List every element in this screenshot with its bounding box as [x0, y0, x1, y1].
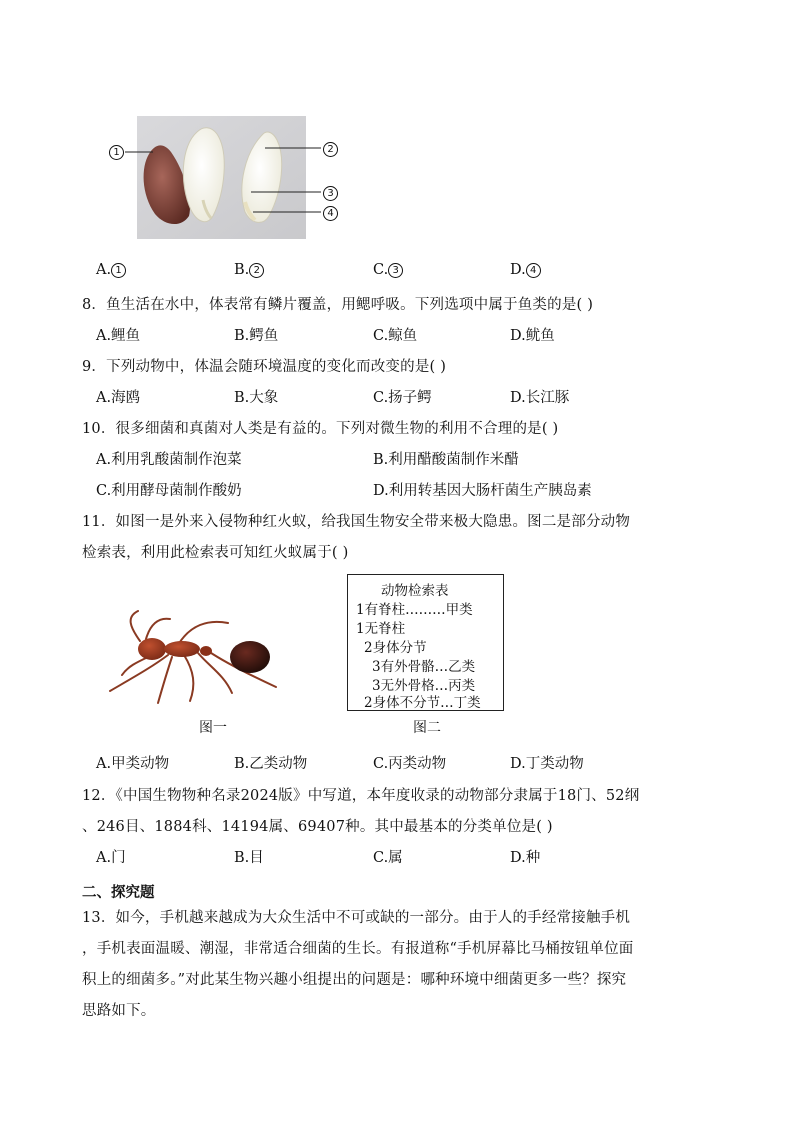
option-letter: B.: [234, 262, 250, 278]
q12-option-b: B.目: [234, 850, 264, 866]
q11-option-d: D.丁类动物: [510, 756, 584, 772]
label-4: 4: [323, 206, 338, 221]
q8-option-a: A.鲤鱼: [96, 328, 141, 344]
seed-figure: [105, 112, 345, 242]
animal-key-table: [347, 574, 504, 711]
option-letter: C.: [373, 262, 389, 278]
q11-stem-line2: 检索表，利用此检索表可知红火蚁属于( ): [82, 545, 349, 561]
fire-ant-image: [100, 605, 290, 710]
key-line-5: 3无外骨格…丙类: [372, 678, 476, 694]
q11-stem-line1: 11．如图一是外来入侵物种红火蚁，给我国生物安全带来极大隐患。图二是部分动物: [82, 514, 631, 530]
option-letter: D.: [510, 262, 526, 278]
q8-option-d: D.鱿鱼: [510, 328, 555, 344]
q13-line-3: 积上的细菌多。”对此某生物兴趣小组提出的问题是：哪种环境中细菌更多一些？探究: [82, 972, 627, 988]
option-letter: A.: [96, 262, 112, 278]
label-1: 1: [109, 145, 124, 160]
q12-option-c: C.属: [373, 850, 403, 866]
q13-line-1: 13．如今，手机越来越成为大众生活中不可或缺的一部分。由于人的手经常接触手机: [82, 910, 631, 926]
q7-option-b: [234, 262, 264, 278]
figure1-caption: 图一: [199, 720, 227, 736]
q13-line-4: 思路如下。: [82, 1003, 156, 1019]
q12-stem-line1: 12．《中国生物物种名录2024版》中写道，本年度收录的动物部分隶属于18门、52纲: [82, 788, 640, 804]
q8-stem: 8．鱼生活在水中，体表常有鳞片覆盖，用鳃呼吸。下列选项中属于鱼类的是( ): [82, 297, 594, 313]
key-line-6: 2身体不分节…丁类: [364, 695, 481, 711]
q10-option-d: D.利用转基因大肠杆菌生产胰岛素: [373, 483, 592, 499]
key-line-4: 3有外骨骼…乙类: [372, 659, 476, 675]
option-circled-number: 3: [388, 263, 403, 278]
q12-option-d: D.种: [510, 850, 541, 866]
key-line-1: 1有脊柱………甲类: [356, 602, 473, 618]
q9-option-d: D.长江豚: [510, 390, 570, 406]
label-2: 2: [323, 142, 338, 157]
q9-option-a: A.海鸥: [96, 390, 141, 406]
q11-option-b: B.乙类动物: [234, 756, 308, 772]
q8-option-c: C.鲸鱼: [373, 328, 418, 344]
peanut-seed-image: [105, 112, 345, 242]
q11-option-a: A.甲类动物: [96, 756, 170, 772]
option-circled-number: 2: [249, 263, 264, 278]
section-title-inquiry: 二、探究题: [82, 885, 155, 901]
q13-line-2: ，手机表面温暖、潮湿，非常适合细菌的生长。有报道称“手机屏幕比马桶按钮单位面: [82, 941, 634, 957]
q9-stem: 9．下列动物中，体温会随环境温度的变化而改变的是( ): [82, 359, 447, 375]
q9-option-c: C.扬子鳄: [373, 390, 432, 406]
figure2-caption: 图二: [413, 720, 441, 736]
q9-option-b: B.大象: [234, 390, 279, 406]
option-circled-number: 1: [111, 263, 126, 278]
q11-option-c: C.丙类动物: [373, 756, 447, 772]
q10-option-b: B.利用醋酸菌制作米醋: [373, 452, 519, 468]
q7-option-d: [510, 262, 541, 278]
key-line-2: 1无脊柱: [356, 621, 406, 637]
key-title: 动物检索表: [381, 583, 449, 599]
label-3: 3: [323, 186, 338, 201]
option-circled-number: 4: [526, 263, 541, 278]
q10-option-a: A.利用乳酸菌制作泡菜: [96, 452, 242, 468]
q10-option-c: C.利用酵母菌制作酸奶: [96, 483, 242, 499]
q7-option-c: [373, 262, 403, 278]
q10-stem: 10．很多细菌和真菌对人类是有益的。下列对微生物的利用不合理的是( ): [82, 421, 559, 437]
q7-option-a: [96, 262, 126, 278]
q8-option-b: B.鳄鱼: [234, 328, 279, 344]
q12-stem-line2: 、246目、1884科、14194属、69407种。其中最基本的分类单位是( ): [82, 819, 553, 835]
key-line-3: 2身体分节: [364, 640, 427, 656]
q12-option-a: A.门: [96, 850, 126, 866]
